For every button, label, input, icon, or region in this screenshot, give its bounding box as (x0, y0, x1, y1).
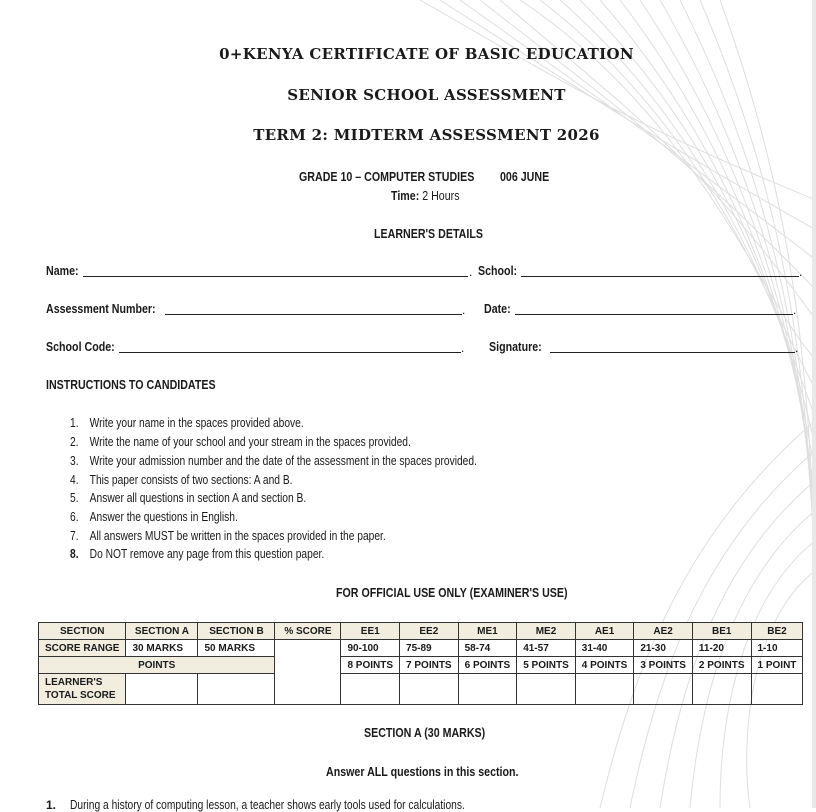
range-be1: 11-20 (692, 640, 751, 657)
total-ae1-cell[interactable] (575, 674, 634, 705)
date-code: 006 JUNE (500, 169, 550, 184)
range-me2: 41-57 (517, 640, 576, 657)
percent-score-cell[interactable] (275, 640, 341, 705)
official-use-heading: FOR OFFICIAL USE ONLY (EXAMINER'S USE) (336, 585, 568, 600)
signature-label: Signature: (489, 339, 542, 354)
points-be1: 2 POINTS (692, 657, 751, 674)
time-line (391, 188, 460, 203)
section-a-heading: SECTION A (30 MARKS) (364, 725, 486, 740)
name-label: Name: (46, 263, 79, 278)
instruction-number: 4. (70, 473, 79, 487)
exam-body-title: 0+KENYA CERTIFICATE OF BASIC EDUCATION (219, 45, 634, 63)
examiner-score-table (38, 622, 803, 705)
instruction-text: Write the name of your school and your stream in the spaces provided. (89, 435, 411, 449)
school-code-label: School Code: (46, 339, 115, 354)
school-code-field[interactable] (119, 352, 461, 353)
range-me1: 58-74 (458, 640, 517, 657)
instruction-item (70, 491, 306, 505)
range-be2: 1-10 (751, 640, 803, 657)
level-me2: ME2 (517, 623, 576, 640)
col-section-b: SECTION B (198, 623, 275, 640)
learner-details-heading: LEARNER'S DETAILS (374, 226, 483, 241)
total-ee1-cell[interactable] (341, 674, 400, 705)
date-field[interactable] (515, 314, 793, 315)
row-total-score: LEARNER'S TOTAL SCORE (39, 674, 126, 705)
points-ae1: 4 POINTS (575, 657, 634, 674)
range-ee1: 90-100 (341, 640, 400, 657)
total-be1-cell[interactable] (692, 674, 751, 705)
assessment-number-field[interactable] (165, 314, 462, 315)
instruction-item (70, 547, 324, 561)
points-ee2: 7 POINTS (400, 657, 459, 674)
section-a-instruction: Answer ALL questions in this section. (326, 764, 519, 779)
total-section-b-cell[interactable] (198, 674, 275, 705)
instruction-item (70, 529, 386, 543)
points-be2: 1 POINT (751, 657, 803, 674)
level-be1: BE1 (692, 623, 751, 640)
level-be2: BE2 (751, 623, 803, 640)
total-ee2-cell[interactable] (400, 674, 459, 705)
instruction-text: This paper consists of two sections: A and B. (89, 473, 293, 487)
instruction-number: 7. (70, 529, 79, 543)
time-label: Time: (391, 188, 420, 203)
row-score-range: SCORE RANGE (39, 640, 126, 657)
instruction-number: 5. (70, 491, 79, 505)
points-ee1: 8 POINTS (341, 657, 400, 674)
instruction-number: 1. (70, 416, 79, 430)
instruction-text: Write your admission number and the date of the assessment in the spaces provided. (89, 454, 477, 468)
total-me1-cell[interactable] (458, 674, 517, 705)
level-ee2: EE2 (400, 623, 459, 640)
col-section: SECTION (39, 623, 126, 640)
total-section-a-cell[interactable] (126, 674, 198, 705)
instruction-text: Answer the questions in English. (89, 510, 238, 524)
question-1-number: 1. (46, 798, 57, 812)
row-points: POINTS (39, 657, 275, 674)
points-me2: 5 POINTS (517, 657, 576, 674)
instruction-text: Do NOT remove any page from this question paper. (89, 547, 325, 561)
instruction-item (70, 435, 411, 449)
assessment-title: SENIOR SCHOOL ASSESSMENT (287, 86, 566, 104)
points-ae2: 3 POINTS (634, 657, 693, 674)
instruction-text: All answers MUST be written in the spaces provided in the paper. (89, 529, 386, 543)
level-ee1: EE1 (341, 623, 400, 640)
range-ae1: 31-40 (575, 640, 634, 657)
time-value: 2 Hours (422, 188, 460, 203)
col-section-a: SECTION A (126, 623, 198, 640)
instruction-number: 8. (70, 547, 79, 561)
instruction-item (70, 510, 238, 524)
instruction-number: 6. (70, 510, 79, 524)
section-b-marks: 50 MARKS (198, 640, 275, 657)
level-ae1: AE1 (575, 623, 634, 640)
instruction-text: Answer all questions in section A and section B. (89, 491, 307, 505)
total-ae2-cell[interactable] (634, 674, 693, 705)
range-ae2: 21-30 (634, 640, 693, 657)
date-label: Date: (484, 301, 511, 316)
school-label: School: (478, 263, 518, 278)
question-1-text: During a history of computing lesson, a teacher shows early tools used for calculations. (70, 798, 465, 812)
subject-label: GRADE 10 – COMPUTER STUDIES (299, 169, 475, 184)
name-field[interactable] (83, 276, 468, 277)
school-field[interactable] (521, 276, 799, 277)
level-ae2: AE2 (634, 623, 693, 640)
instructions-heading: INSTRUCTIONS TO CANDIDATES (46, 377, 216, 392)
instruction-number: 2. (70, 435, 79, 449)
signature-field[interactable] (550, 352, 795, 353)
section-a-marks: 30 MARKS (126, 640, 198, 657)
points-me1: 6 POINTS (458, 657, 517, 674)
instruction-text: Write your name in the spaces provided above. (89, 416, 304, 430)
assessment-number-label: Assessment Number: (46, 301, 156, 316)
instruction-number: 3. (70, 454, 79, 468)
term-title: TERM 2: MIDTERM ASSESSMENT 2026 (253, 126, 600, 144)
level-me1: ME1 (458, 623, 517, 640)
total-me2-cell[interactable] (517, 674, 576, 705)
total-be2-cell[interactable] (751, 674, 803, 705)
instruction-item (70, 416, 304, 430)
instruction-item (70, 473, 293, 487)
col-percent-score: % SCORE (275, 623, 341, 640)
range-ee2: 75-89 (400, 640, 459, 657)
instruction-item (70, 454, 477, 468)
